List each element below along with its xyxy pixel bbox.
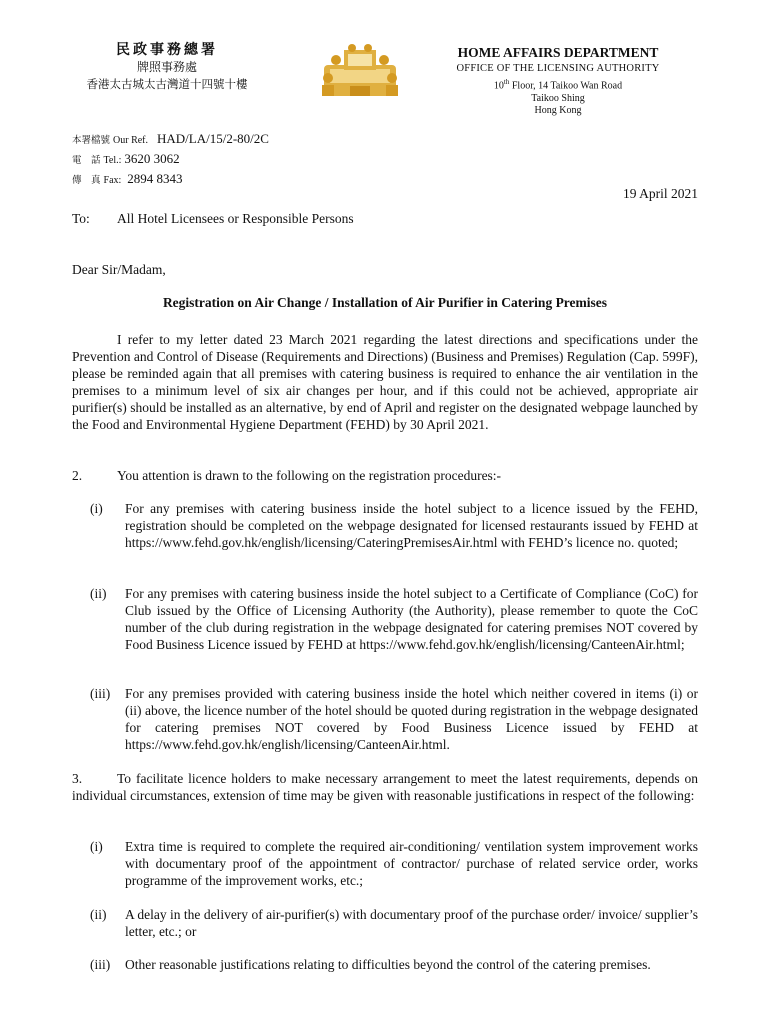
recipients: All Hotel Licensees or Responsible Persons bbox=[117, 211, 354, 226]
chinese-office-name: 牌照事務處 bbox=[136, 60, 197, 74]
fax-value: 2894 8343 bbox=[127, 171, 183, 186]
address-line-1 bbox=[438, 76, 678, 93]
item-number: (i) bbox=[90, 839, 103, 854]
fax-label: Fax: bbox=[103, 175, 122, 186]
reference-block bbox=[72, 130, 269, 190]
tel-label-cn: 電 話 bbox=[72, 155, 101, 166]
letterhead-english bbox=[438, 44, 678, 118]
letter-date: 19 April 2021 bbox=[622, 186, 698, 201]
item-text: For any premises with catering business inside the hotel subject to a Certificate of Compliance (CoC) for Club issued by the Office of Licensing Authority (the Authority), please remember to quote the CoC number of the club during registration in the webpage designated for catering premises NOT covered by Food Business Licence issued by FEHD at https://www.fehd.gov.hk/english/licensing/CanteenAir.html; bbox=[125, 586, 698, 652]
fax-row bbox=[72, 170, 269, 190]
address-line-2: Taikoo Shing bbox=[531, 92, 585, 104]
tel-value: 3620 3062 bbox=[124, 151, 180, 166]
our-ref-row bbox=[72, 130, 269, 150]
paragraph-1: I refer to my letter dated 23 March 2021 regarding the latest directions and specifications under the Prevention and Control of Disease (Requirements and Directions) (Business and Premises) Regulation (Cap. 599F), please be reminded again that all premises with catering business is required to enhance the air ventilation in the premises to a minimum level of six air changes per hour, and if this could not be achieved, appropriate air purifier(s) should be installed as an alternative, by end of April and register on the designated webpage launched by the Food and Environmental Hygiene Department (FEHD) by 30 April 2021. bbox=[72, 332, 698, 432]
list-item bbox=[72, 585, 698, 653]
list-item bbox=[72, 956, 698, 973]
item-text: A delay in the delivery of air-purifier(s) with documentary proof of the purchase order/ invoice/ supplier’s letter, etc.; or bbox=[125, 907, 698, 939]
list-item bbox=[72, 500, 698, 551]
address-street: Floor, 14 Taikoo Wan Road bbox=[509, 80, 623, 92]
paragraph-text: To facilitate licence holders to make necessary arrangement to meet the latest requirements, depends on individual circumstances, extension of time may be given with reasonable justifications in respect of the following: bbox=[72, 771, 698, 803]
item-text: For any premises provided with catering business inside the hotel which neither covered in items (i) or (ii) above, the licence number of the hotel should be quoted during registration in the webpage designated for catering premises NOT covered by Food Business Licence issued by FEHD at https://www.fehd.gov.hk/english/licensing/CanteenAir.html. bbox=[125, 686, 698, 752]
office-name: OFFICE OF THE LICENSING AUTHORITY bbox=[456, 63, 660, 74]
item-number: (iii) bbox=[90, 957, 111, 972]
item-text: Other reasonable justifications relating to difficulties beyond the control of the catering premises. bbox=[125, 957, 651, 972]
recipient-line bbox=[72, 211, 354, 227]
fax-label-cn: 傳 真 bbox=[72, 175, 101, 186]
item-number: (ii) bbox=[90, 907, 107, 922]
chinese-address: 香港太古城太古灣道十四號十樓 bbox=[86, 77, 248, 91]
home-affairs-emblem-icon bbox=[316, 38, 404, 100]
tel-row bbox=[72, 150, 269, 170]
to-label: To: bbox=[72, 211, 90, 226]
department-name: HOME AFFAIRS DEPARTMENT bbox=[457, 45, 659, 60]
item-number: (i) bbox=[90, 501, 103, 516]
item-text: Extra time is required to complete the required air-conditioning/ ventilation system improvement works with documentary proof of the appointment of contractor/ purchase of related service order, works programme of the improvement works, etc.; bbox=[125, 839, 698, 888]
chinese-department-name: 民政事務總署 bbox=[116, 42, 218, 58]
tel-label: Tel.: bbox=[103, 155, 122, 166]
item-number: (iii) bbox=[90, 686, 111, 701]
our-ref-value: HAD/LA/15/2-80/2C bbox=[157, 131, 269, 146]
our-ref-label-cn: 本署檔號 bbox=[72, 135, 111, 146]
paragraph-text: You attention is drawn to the following on the registration procedures:- bbox=[117, 468, 502, 483]
address-line-3: Hong Kong bbox=[534, 105, 582, 117]
paragraph-2 bbox=[72, 467, 698, 484]
subject-heading: Registration on Air Change / Installation of Air Purifier in Catering Premises bbox=[162, 295, 608, 310]
our-ref-label: Our Ref. bbox=[113, 135, 149, 146]
paragraph-number: 3. bbox=[72, 771, 83, 786]
paragraph-number: 2. bbox=[72, 468, 83, 483]
letterhead-chinese bbox=[72, 42, 262, 93]
list-item bbox=[72, 685, 698, 753]
item-number: (ii) bbox=[90, 586, 107, 601]
address-floor-suffix: th bbox=[503, 78, 510, 86]
list-item bbox=[72, 906, 698, 940]
item-text: For any premises with catering business inside the hotel subject to a licence issued by the FEHD, registration should be completed on the webpage designated for licensed restaurants issued by FEHD at https://www.fehd.gov.hk/english/licensing/CateringPremisesAir.html with FEHD’s licence no. quoted; bbox=[125, 501, 698, 550]
salutation: Dear Sir/Madam, bbox=[72, 262, 166, 277]
address-floor-number: 10 bbox=[493, 80, 504, 92]
list-item bbox=[72, 838, 698, 889]
paragraph-3 bbox=[72, 770, 698, 804]
